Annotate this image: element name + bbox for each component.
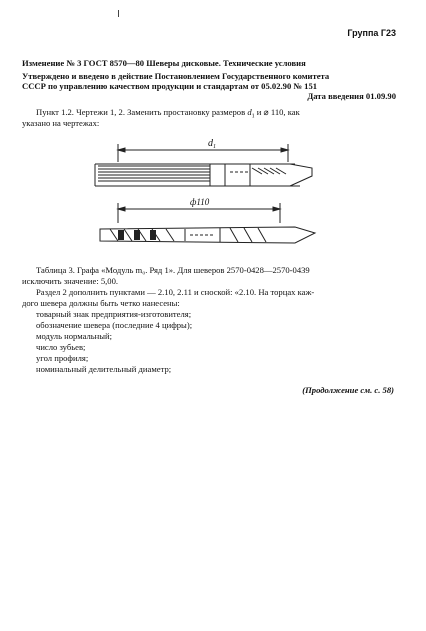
p1-symbol-sub: 1 <box>251 113 255 120</box>
drawing-2-dim-label: ф110 <box>190 197 210 207</box>
dim-d-sub: 1 <box>213 144 216 150</box>
approval-line-2: СССР по управлению качеством продукции и стандартам от 05.02.90 № 151 <box>22 81 318 91</box>
document-title: Изменение № 3 ГОСТ 8570—80 Шеверы дисковые. Технические условия <box>22 58 306 68</box>
continuation-note: (Продолжение см. с. 58) <box>302 385 394 395</box>
arrow-right-2 <box>273 207 280 211</box>
paragraph-3-line-1: Раздел 2 дополнить пунктами — 2.10, 2.11 и сноской: «2.10. На торцах каж- <box>36 287 315 297</box>
p1-text-a: Пункт 1.2. Чертежи 1, 2. Заменить простановку размеров <box>36 107 246 117</box>
list-item: число зубьев; <box>36 342 86 352</box>
list-item: модуль нормальный; <box>36 331 113 341</box>
list-item: угол профиля; <box>36 353 89 363</box>
arrow-left-1 <box>118 148 125 152</box>
paragraph-3-line-2: дого шевера должны быть четко нанесены: <box>22 298 180 308</box>
drawing-1-dim-label <box>208 138 216 150</box>
scan-mark <box>118 10 119 17</box>
p1-symbol-d: d <box>247 107 252 117</box>
paragraph-2-line-2: исключить значение: 5,00. <box>22 276 119 286</box>
list-item: товарный знак предприятия-изготовителя; <box>36 309 192 319</box>
p1-text-b: и ⌀ 110, как <box>256 107 300 117</box>
list-item: обозначение шевера (последние 4 цифры); <box>36 320 193 330</box>
approval-date: Дата введения 01.09.90 <box>307 91 396 101</box>
paragraph-2-line-1: Таблица 3. Графа «Модуль m₀. Ряд 1». Для шеверов 2570-0428—2570-0439 <box>36 265 310 275</box>
group-label: Группа Г23 <box>347 28 396 38</box>
drawing-2 <box>90 195 330 255</box>
paragraph-1-line-2: указано на чертежах: <box>22 118 100 128</box>
arrow-left-2 <box>118 207 125 211</box>
list-item: номинальный делительный диаметр; <box>36 364 172 374</box>
dim-d: d <box>208 138 213 149</box>
drawing-1 <box>90 128 330 193</box>
arrow-right-1 <box>281 148 288 152</box>
approval-line-1: Утверждено и введено в действие Постановлением Государственного комитета <box>22 71 330 81</box>
